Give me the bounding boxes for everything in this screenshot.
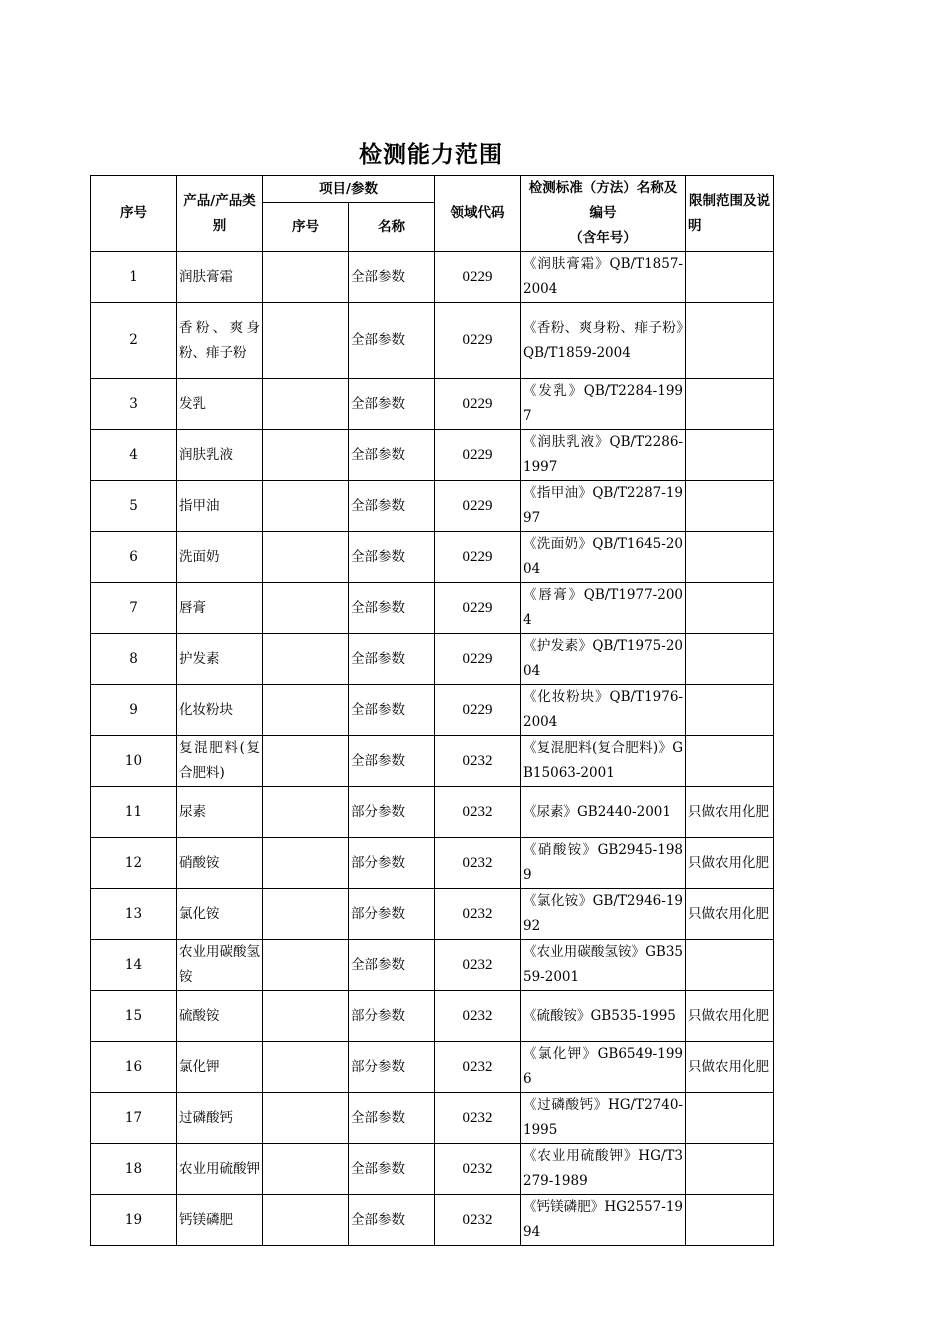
- row-product: 化妆粉块: [177, 685, 263, 736]
- row-product: 农业用硫酸钾: [177, 1144, 263, 1195]
- row-number: 15: [91, 991, 177, 1042]
- row-limit: [686, 583, 774, 634]
- header-seq: 序号: [91, 176, 177, 252]
- row-param-name: 全部参数: [349, 634, 435, 685]
- row-param-name: 部分参数: [349, 991, 435, 1042]
- row-field-code: 0232: [435, 1093, 521, 1144]
- row-standard: 《尿素》GB2440-2001: [521, 787, 686, 838]
- table-row: [91, 1042, 774, 1093]
- row-limit: [686, 1144, 774, 1195]
- row-limit: [686, 1093, 774, 1144]
- row-param-name: 部分参数: [349, 1042, 435, 1093]
- row-limit: [686, 736, 774, 787]
- row-field-code: 0229: [435, 303, 521, 379]
- table-row: [91, 838, 774, 889]
- row-field-code: 0229: [435, 532, 521, 583]
- row-param-name: 全部参数: [349, 430, 435, 481]
- row-field-code: 0229: [435, 252, 521, 303]
- row-field-code: 0232: [435, 787, 521, 838]
- row-number: 8: [91, 634, 177, 685]
- row-limit: 只做农用化肥: [686, 889, 774, 940]
- table-row: [91, 685, 774, 736]
- row-standard: 《香粉、爽身粉、痱子粉》QB/T1859-2004: [521, 303, 686, 379]
- table-row: [91, 430, 774, 481]
- row-standard: 《化妆粉块》QB/T1976-2004: [521, 685, 686, 736]
- table-row: [91, 583, 774, 634]
- row-standard: 《农业用碳酸氢铵》GB3559-2001: [521, 940, 686, 991]
- row-product: 护发素: [177, 634, 263, 685]
- row-limit: [686, 430, 774, 481]
- row-product: 润肤膏霜: [177, 252, 263, 303]
- row-standard: 《农业用硫酸钾》HG/T3279-1989: [521, 1144, 686, 1195]
- row-param-seq: [263, 838, 349, 889]
- row-number: 13: [91, 889, 177, 940]
- row-product: 钙镁磷肥: [177, 1195, 263, 1246]
- row-param-name: 全部参数: [349, 1144, 435, 1195]
- header-standard: [521, 176, 686, 252]
- header-param-name: 名称: [349, 203, 435, 252]
- row-field-code: 0232: [435, 940, 521, 991]
- row-field-code: 0232: [435, 838, 521, 889]
- row-field-code: 0229: [435, 583, 521, 634]
- row-param-seq: [263, 736, 349, 787]
- row-limit: [686, 1195, 774, 1246]
- header-standard-line1: 检测标准（方法）名称及编号: [528, 180, 678, 221]
- header-param-seq: 序号: [263, 203, 349, 252]
- capability-table: [90, 175, 774, 1246]
- row-product: 硝酸铵: [177, 838, 263, 889]
- row-param-name: 全部参数: [349, 532, 435, 583]
- table-row: [91, 940, 774, 991]
- row-limit: 只做农用化肥: [686, 787, 774, 838]
- row-number: 7: [91, 583, 177, 634]
- table-row: [91, 532, 774, 583]
- row-field-code: 0232: [435, 736, 521, 787]
- row-number: 6: [91, 532, 177, 583]
- row-limit: [686, 940, 774, 991]
- row-standard: 《指甲油》QB/T2287-1997: [521, 481, 686, 532]
- row-limit: 只做农用化肥: [686, 991, 774, 1042]
- row-param-name: 全部参数: [349, 583, 435, 634]
- table-row: [91, 1195, 774, 1246]
- row-param-seq: [263, 379, 349, 430]
- header-standard-line2: （含年号）: [569, 230, 637, 246]
- row-standard: 《氯化铵》GB/T2946-1992: [521, 889, 686, 940]
- row-product: 硫酸铵: [177, 991, 263, 1042]
- row-number: 19: [91, 1195, 177, 1246]
- table-row: [91, 787, 774, 838]
- row-param-seq: [263, 583, 349, 634]
- row-product: 洗面奶: [177, 532, 263, 583]
- row-standard: 《钙镁磷肥》HG2557-1994: [521, 1195, 686, 1246]
- table-row: [91, 991, 774, 1042]
- row-param-name: 全部参数: [349, 1093, 435, 1144]
- header-params-group: 项目/参数: [263, 176, 435, 203]
- row-standard: 《氯化钾》GB6549-1996: [521, 1042, 686, 1093]
- row-standard: 《发乳》QB/T2284-1997: [521, 379, 686, 430]
- row-limit: [686, 303, 774, 379]
- row-param-name: 全部参数: [349, 481, 435, 532]
- row-number: 5: [91, 481, 177, 532]
- table-row: [91, 1144, 774, 1195]
- page-title: 检测能力范围: [359, 142, 503, 168]
- row-standard: 《洗面奶》QB/T1645-2004: [521, 532, 686, 583]
- row-field-code: 0229: [435, 481, 521, 532]
- row-number: 11: [91, 787, 177, 838]
- row-limit: [686, 634, 774, 685]
- row-param-seq: [263, 991, 349, 1042]
- row-product: 复混肥料(复合肥料): [177, 736, 263, 787]
- row-param-name: 部分参数: [349, 889, 435, 940]
- row-field-code: 0232: [435, 1144, 521, 1195]
- row-product: 过磷酸钙: [177, 1093, 263, 1144]
- row-param-name: 全部参数: [349, 940, 435, 991]
- table-row: [91, 303, 774, 379]
- row-limit: [686, 379, 774, 430]
- row-number: 14: [91, 940, 177, 991]
- row-standard: 《润肤乳液》QB/T2286-1997: [521, 430, 686, 481]
- table-row: [91, 379, 774, 430]
- row-product: 氯化铵: [177, 889, 263, 940]
- header-category: 产品/产品类别: [177, 176, 263, 252]
- table-row: [91, 889, 774, 940]
- row-param-seq: [263, 940, 349, 991]
- row-param-name: 部分参数: [349, 838, 435, 889]
- row-standard: 《唇膏》QB/T1977-2004: [521, 583, 686, 634]
- row-field-code: 0229: [435, 685, 521, 736]
- row-param-seq: [263, 252, 349, 303]
- row-param-seq: [263, 1144, 349, 1195]
- row-limit: [686, 252, 774, 303]
- row-param-seq: [263, 1195, 349, 1246]
- row-product: 尿素: [177, 787, 263, 838]
- row-param-seq: [263, 430, 349, 481]
- row-number: 4: [91, 430, 177, 481]
- row-product: 润肤乳液: [177, 430, 263, 481]
- row-field-code: 0229: [435, 379, 521, 430]
- row-param-seq: [263, 685, 349, 736]
- row-param-seq: [263, 634, 349, 685]
- row-limit: [686, 481, 774, 532]
- row-standard: 《润肤膏霜》QB/T1857-2004: [521, 252, 686, 303]
- row-param-seq: [263, 1093, 349, 1144]
- row-number: 18: [91, 1144, 177, 1195]
- row-product: 唇膏: [177, 583, 263, 634]
- table-body: [91, 252, 774, 1246]
- row-standard: 《复混肥料(复合肥料)》GB15063-2001: [521, 736, 686, 787]
- header-limits: 限制范围及说明: [686, 176, 774, 252]
- row-number: 17: [91, 1093, 177, 1144]
- row-param-seq: [263, 532, 349, 583]
- row-param-name: 全部参数: [349, 252, 435, 303]
- row-field-code: 0232: [435, 1195, 521, 1246]
- row-standard: 《护发素》QB/T1975-2004: [521, 634, 686, 685]
- row-param-name: 全部参数: [349, 685, 435, 736]
- row-field-code: 0232: [435, 991, 521, 1042]
- row-number: 1: [91, 252, 177, 303]
- row-param-name: 全部参数: [349, 379, 435, 430]
- row-limit: 只做农用化肥: [686, 838, 774, 889]
- row-product: 氯化钾: [177, 1042, 263, 1093]
- row-standard: 《硝酸铵》GB2945-1989: [521, 838, 686, 889]
- row-number: 12: [91, 838, 177, 889]
- row-limit: [686, 532, 774, 583]
- row-param-seq: [263, 889, 349, 940]
- row-product: 香粉、爽身粉、痱子粉: [177, 303, 263, 379]
- row-param-name: 全部参数: [349, 736, 435, 787]
- row-number: 3: [91, 379, 177, 430]
- row-number: 9: [91, 685, 177, 736]
- row-product: 农业用碳酸氢铵: [177, 940, 263, 991]
- row-limit: 只做农用化肥: [686, 1042, 774, 1093]
- row-product: 指甲油: [177, 481, 263, 532]
- row-field-code: 0232: [435, 1042, 521, 1093]
- row-param-seq: [263, 787, 349, 838]
- row-number: 16: [91, 1042, 177, 1093]
- row-param-seq: [263, 1042, 349, 1093]
- row-product: 发乳: [177, 379, 263, 430]
- row-limit: [686, 685, 774, 736]
- row-number: 2: [91, 303, 177, 379]
- row-standard: 《过磷酸钙》HG/T2740-1995: [521, 1093, 686, 1144]
- row-param-name: 部分参数: [349, 787, 435, 838]
- table-row: [91, 634, 774, 685]
- row-param-name: 全部参数: [349, 1195, 435, 1246]
- row-field-code: 0232: [435, 889, 521, 940]
- table-row: [91, 252, 774, 303]
- row-param-seq: [263, 481, 349, 532]
- row-param-seq: [263, 303, 349, 379]
- row-field-code: 0229: [435, 430, 521, 481]
- row-number: 10: [91, 736, 177, 787]
- table-row: [91, 1093, 774, 1144]
- row-standard: 《硫酸铵》GB535-1995: [521, 991, 686, 1042]
- table-row: [91, 736, 774, 787]
- row-param-name: 全部参数: [349, 303, 435, 379]
- row-field-code: 0229: [435, 634, 521, 685]
- table-row: [91, 481, 774, 532]
- header-field-code: 领域代码: [435, 176, 521, 252]
